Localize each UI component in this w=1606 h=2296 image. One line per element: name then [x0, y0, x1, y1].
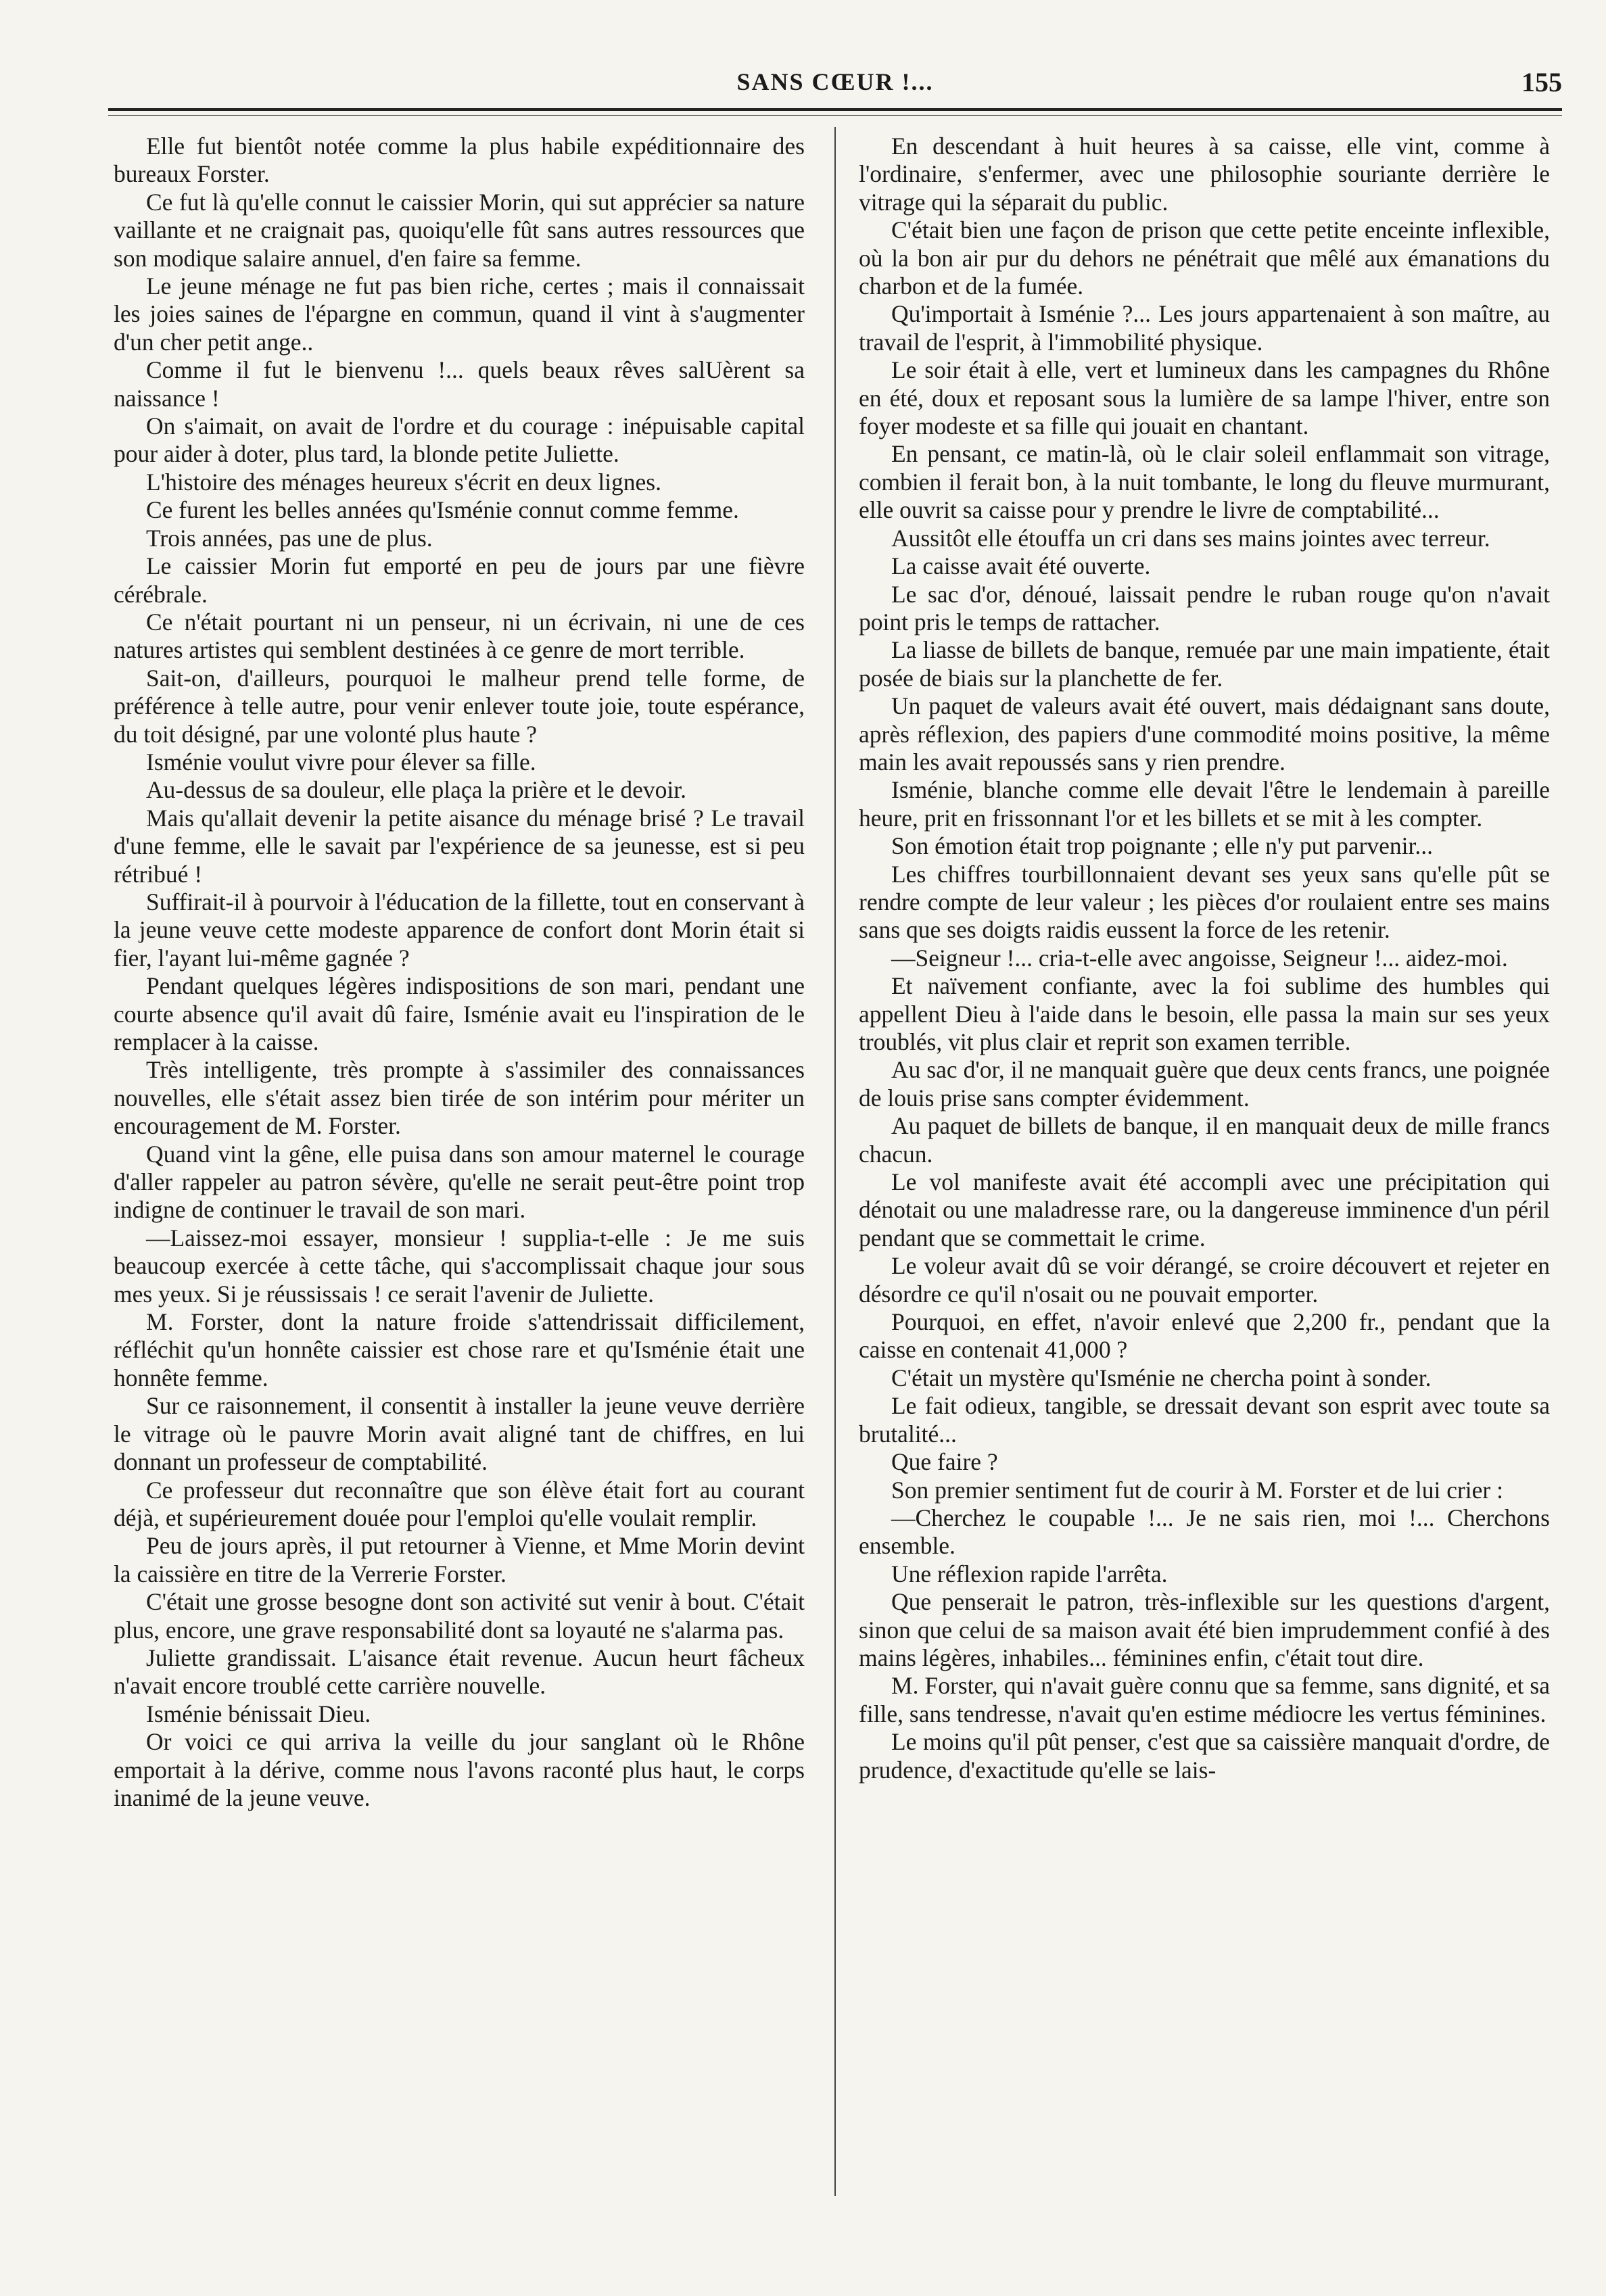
paragraph: Quand vint la gêne, elle puisa dans son amour maternel le courage d'aller rappeler au patron sévère, qu'elle ne serait peut-être point trop indigne de continuer le travail de son mari. [114, 1140, 805, 1224]
paragraph: Le caissier Morin fut emporté en peu de jours par une fièvre cérébrale. [114, 552, 805, 608]
paragraph: Suffirait-il à pourvoir à l'éducation de la fillette, tout en conservant à la jeune veuve cette modeste apparence de confort dont Morin était si fier, l'ayant lui-même gagnée ? [114, 888, 805, 972]
paragraph: Ce professeur dut reconnaître que son élève était fort au courant déjà, et supérieurement douée pour l'emploi qu'elle voulait remplir. [114, 1476, 805, 1531]
paragraph: Elle fut bientôt notée comme la plus habile expéditionnaire des bureaux Forster. [114, 133, 805, 188]
paragraph: Isménie, blanche comme elle devait l'être le lendemain à pareille heure, prit en frissonnant l'or et les billets et se mit à les compter. [859, 776, 1550, 832]
paragraph: Une réflexion rapide l'arrêta. [891, 1560, 1168, 1587]
paragraph: Ce furent les belles années qu'Isménie connut comme femme. [146, 496, 739, 524]
paragraph: Le voleur avait dû se voir dérangé, se croire découvert et rejeter en désordre ce qu'il n'osait ou ne pouvait emporter. [859, 1252, 1550, 1308]
paragraph: Comme il fut le bienvenu !... quels beaux rêves salUèrent sa naissance ! [114, 356, 805, 412]
paragraph: Les chiffres tourbillonnaient devant ses yeux sans qu'elle pût se rendre compte de leur valeur ; les pièces d'or roulaient entre ses mains sans que ses doigts raidis eussent la force de les retenir. [859, 860, 1550, 944]
paragraph: Sur ce raisonnement, il consentit à installer la jeune veuve derrière le vitrage où le pauvre Morin avait aligné tant de chiffres, en lui donnant un professeur de comptabilité. [114, 1392, 805, 1476]
paragraph: En pensant, ce matin-là, où le clair soleil enflammait son vitrage, combien il ferait bon, à la nuit tombante, le long du fleuve murmurant, elle ouvrit sa caisse pour y prendre le livre de comptabilité... [859, 440, 1550, 524]
paragraph: Sait-on, d'ailleurs, pourquoi le malheur prend telle forme, de préférence à telle autre, pour venir enlever toute joie, toute espérance, du toit désigné, par une volonté plus haute ? [114, 664, 805, 748]
paragraph: Pourquoi, en effet, n'avoir enlevé que 2,200 fr., pendant que la caisse en contenait 41,000 ? [859, 1308, 1550, 1364]
column-divider [834, 127, 836, 2196]
page-number: 155 [1521, 67, 1562, 97]
paragraph: C'était une grosse besogne dont son activité sut venir à bout. C'était plus, encore, une grave responsabilité dont sa loyauté ne s'alarma pas. [114, 1588, 805, 1644]
paragraph: Le jeune ménage ne fut pas bien riche, certes ; mais il connaissait les joies saines de l'épargne en commun, quand il vint à s'augmenter d'un cher petit ange.. [114, 272, 805, 356]
paragraph: M. Forster, qui n'avait guère connu que sa femme, sans dignité, et sa fille, sans tendresse, n'avait qu'en estime médiocre les vertus féminines. [859, 1672, 1550, 1727]
paragraph: Au-dessus de sa douleur, elle plaça la prière et le devoir. [146, 776, 686, 804]
paragraph: C'était un mystère qu'Isménie ne chercha point à sonder. [891, 1364, 1432, 1391]
paragraph: Mais qu'allait devenir la petite aisance du ménage brisé ? Le travail d'une femme, elle le savait par l'expérience de sa jeunesse, est si peu rétribué ! [114, 804, 805, 888]
paragraph: Que penserait le patron, très-inflexible sur les questions d'argent, sinon que celui de sa maison avait été bien imprudemment confié à des mains légères, inhabiles... féminines enfin, c'était tout dire. [859, 1588, 1550, 1671]
paragraph: Très intelligente, très prompte à s'assimiler des connaissances nouvelles, elle s'était assez bien tirée de son intérim pour mériter un encouragement de M. Forster. [114, 1056, 805, 1140]
paragraph: Isménie voulut vivre pour élever sa fille. [146, 748, 536, 775]
running-title: SANS CŒUR !... [736, 68, 934, 95]
paragraph: Au paquet de billets de banque, il en manquait deux de mille francs chacun. [859, 1112, 1550, 1168]
paragraph: —Laissez-moi essayer, monsieur ! supplia-t-elle : Je me suis beaucoup exercée à cette tâche, qui s'accomplissait chaque jour sous mes yeux. Si je réussissais ! ce serait l'avenir de Juliette. [114, 1224, 805, 1308]
paragraph: Ce n'était pourtant ni un penseur, ni un écrivain, ni une de ces natures artistes qui semblent destinées à ce genre de mort terrible. [114, 608, 805, 664]
paragraph: Le sac d'or, dénoué, laissait pendre le ruban rouge qu'on n'avait point pris le temps de rattacher. [859, 580, 1550, 636]
paragraph: En descendant à huit heures à sa caisse, elle vint, comme à l'ordinaire, s'enfermer, avec une philosophie souriante derrière le vitrage qui la séparait du public. [859, 133, 1550, 216]
paragraph: Et naïvement confiante, avec la foi sublime des humbles qui appellent Dieu à l'aide dans le besoin, elle passa la main sur ses yeux troublés, vit plus clair et reprit son examen terrible. [859, 972, 1550, 1055]
paragraph: Le moins qu'il pût penser, c'est que sa caissière manquait d'ordre, de prudence, d'exactitude qu'elle se lais- [859, 1728, 1550, 1784]
paragraph: La liasse de billets de banque, remuée par une main impatiente, était posée de biais sur la planchette de fer. [859, 636, 1550, 692]
paragraph: Pendant quelques légères indispositions de son mari, pendant une courte absence qu'il avait dû faire, Isménie avait eu l'inspiration de le remplacer à la caisse. [114, 972, 805, 1055]
paragraph: Un paquet de valeurs avait été ouvert, mais dédaignant sans doute, après réflexion, des papiers d'une commodité moins positive, la même main les avait repoussés sans y rien prendre. [859, 692, 1550, 775]
paragraph: Peu de jours après, il put retourner à Vienne, et Mme Morin devint la caissière en titre de la Verrerie Forster. [114, 1532, 805, 1587]
header-rule-thick [108, 108, 1562, 111]
left-column [114, 133, 805, 1812]
paragraph: —Cherchez le coupable !... Je ne sais rien, moi !... Cherchons ensemble. [859, 1504, 1550, 1560]
paragraph: L'histoire des ménages heureux s'écrit en deux lignes. [146, 468, 662, 496]
paragraph: Que faire ? [891, 1448, 998, 1476]
paragraph: M. Forster, dont la nature froide s'attendrissait difficilement, réfléchit qu'un honnête caissier est chose rare et qu'Isménie était une honnête femme. [114, 1308, 805, 1391]
paragraph: Le vol manifeste avait été accompli avec une précipitation qui dénotait ou une maladresse rare, ou la dangereuse imminence d'un péril pendant que se commettait le crime. [859, 1168, 1550, 1251]
paragraph: Le soir était à elle, vert et lumineux dans les campagnes du Rhône en été, doux et reposant sous la lumière de sa lampe l'hiver, entre son foyer modeste et sa fille qui jouait en chantant. [859, 356, 1550, 440]
paragraph: C'était bien une façon de prison que cette petite enceinte inflexible, où la bon air pur du dehors ne pénétrait que mêlé aux émanations du charbon et de la fumée. [859, 216, 1550, 300]
paragraph: On s'aimait, on avait de l'ordre et du courage : inépuisable capital pour aider à doter, plus tard, la blonde petite Juliette. [114, 412, 805, 468]
paragraph: Aussitôt elle étouffa un cri dans ses mains jointes avec terreur. [891, 524, 1490, 552]
paragraph: Son premier sentiment fut de courir à M. Forster et de lui crier : [891, 1476, 1503, 1504]
paragraph: Or voici ce qui arriva la veille du jour sanglant où le Rhône emportait à la dérive, comme nous l'avons raconté plus haut, le corps inanimé de la jeune veuve. [114, 1728, 805, 1811]
paragraph: Qu'importait à Isménie ?... Les jours appartenaient à son maître, au travail de l'esprit, à l'immobilité physique. [859, 300, 1550, 356]
paragraph: Ce fut là qu'elle connut le caissier Morin, qui sut apprécier sa nature vaillante et ne craignait pas, quoiqu'elle fût sans autres ressources que son modique salaire annuel, d'en faire sa femme. [114, 188, 805, 272]
page-header [108, 59, 1562, 107]
paragraph: Isménie bénissait Dieu. [146, 1700, 371, 1727]
paragraph: Juliette grandissait. L'aisance était revenue. Aucun heurt fâcheux n'avait encore troublé cette carrière nouvelle. [114, 1644, 805, 1700]
paragraph: Le fait odieux, tangible, se dressait devant son esprit avec toute sa brutalité... [859, 1392, 1550, 1448]
header-rule-thin [108, 115, 1562, 116]
paragraph: La caisse avait été ouverte. [891, 552, 1151, 580]
paragraph: Son émotion était trop poignante ; elle n'y put parvenir... [891, 832, 1434, 860]
paragraph: Trois années, pas une de plus. [146, 524, 433, 552]
right-column [859, 133, 1550, 1784]
paragraph: —Seigneur !... cria-t-elle avec angoisse, Seigneur !... aidez-moi. [891, 944, 1508, 972]
paragraph: Au sac d'or, il ne manquait guère que deux cents francs, une poignée de louis prise sans compter évidemment. [859, 1056, 1550, 1111]
